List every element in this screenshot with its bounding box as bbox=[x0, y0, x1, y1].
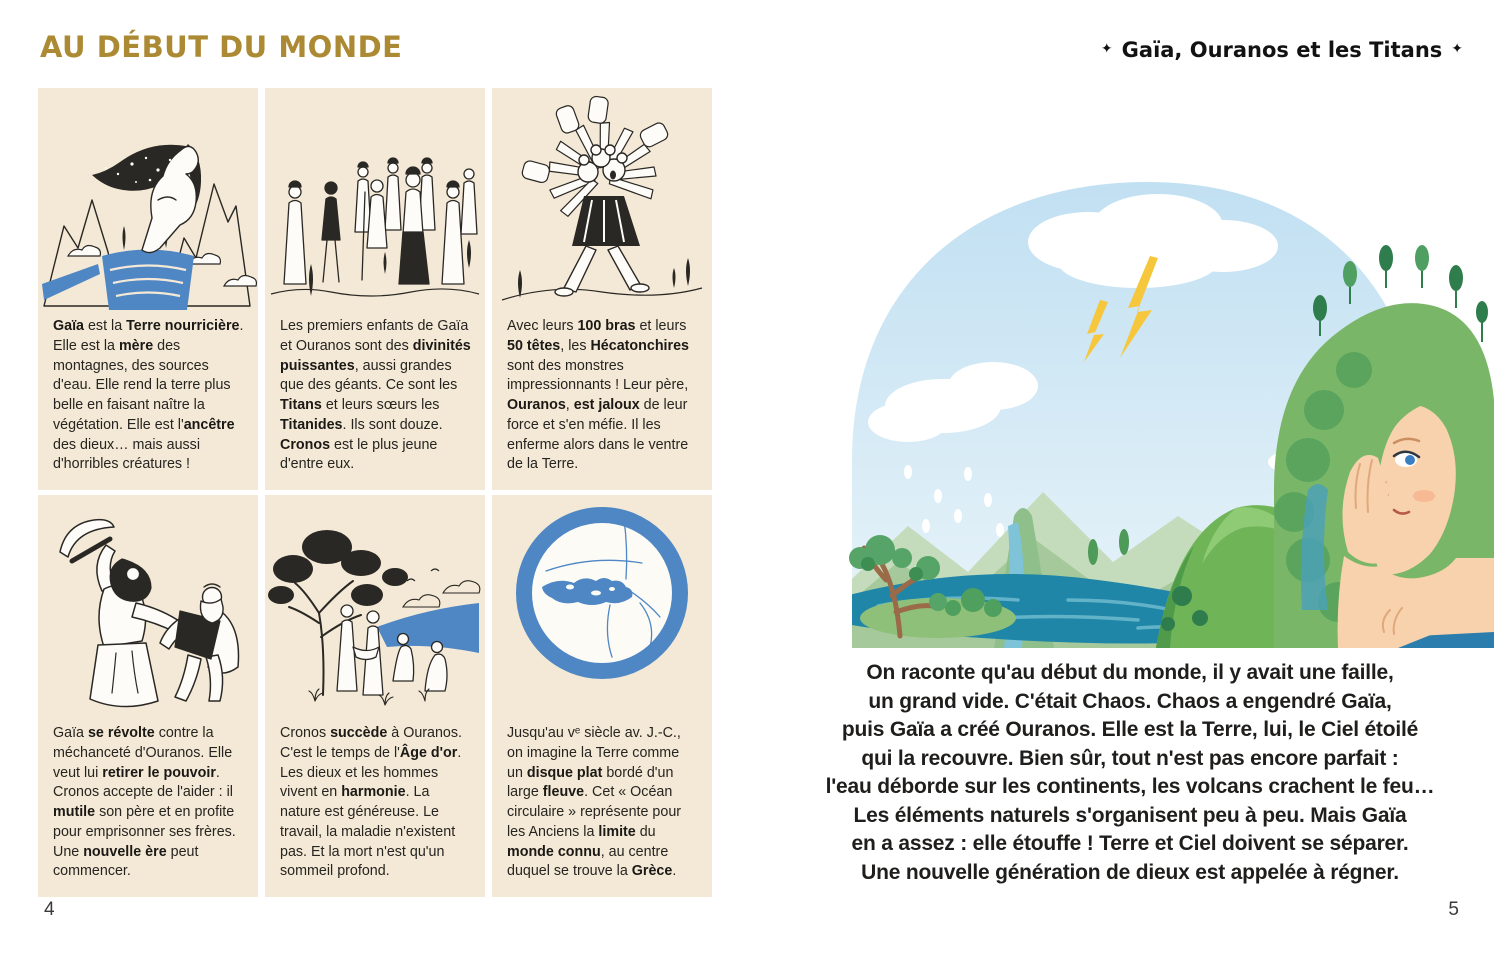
panel-hecatonchires-text: Avec leurs 100 bras et leurs 50 têtes, les Hécatonchires sont des monstres impressionnants ! Leur père, Ouranos, est jaloux de leur force et s'en méfie. Il les enferme alors dans le ventre de la Terre. bbox=[507, 318, 689, 473]
hecatonchire-illustration bbox=[492, 88, 712, 310]
cronos-sickle-illustration bbox=[38, 495, 258, 717]
panel-cronos-revolt bbox=[38, 495, 258, 897]
titans-group-illustration bbox=[265, 88, 485, 310]
page-number-right: 5 bbox=[1448, 899, 1459, 920]
page-number-left: 4 bbox=[44, 899, 55, 920]
hero-illustration bbox=[838, 160, 1498, 648]
panel-titans-text: Les premiers enfants de Gaïa et Ouranos sont des divinités puissantes, aussi grandes que des géants. Ce sont les Titans et leurs sœurs les Titanides. Ils sont douze. Cronos est le plus jeune d'entre eux. bbox=[280, 318, 471, 473]
panel-gaia bbox=[38, 88, 258, 490]
panels-grid bbox=[38, 88, 712, 897]
panel-cronos-revolt-text: Gaïa se révolte contre la méchanceté d'Ouranos. Elle veut lui retirer le pouvoir. Cronos accepte de l'aider : il mutile son père et en profite pour emprisonner ses frères. Une nouvelle ère peut commencer. bbox=[53, 725, 236, 880]
page-title: AU DÉBUT DU MONDE bbox=[40, 30, 403, 64]
gaia-illustration bbox=[38, 88, 258, 310]
golden-age-illustration bbox=[265, 495, 485, 717]
panel-hecatonchires bbox=[492, 88, 712, 490]
chapter-header bbox=[1101, 38, 1463, 62]
panel-world-disc-text: Jusqu'au vᵉ siècle av. J.-C., on imagine la Terre comme un disque plat bordé d'un large fleuve. Cet « Océan circulaire » représente pour les Anciens la limite du monde connu, au centre duquel se trouve la Grèce. bbox=[507, 725, 682, 880]
panel-gaia-text: Gaïa est la Terre nourricière. Elle est la mère des montagnes, des sources d'eau. Elle rend la terre plus belle en faisant naître la végétation. Elle est l'ancêtre des dieux… mais aussi d'horribles créatures ! bbox=[53, 318, 244, 473]
asterisk-icon: ✦ bbox=[1451, 41, 1463, 57]
panel-world-disc bbox=[492, 495, 712, 897]
chapter-title: Gaïa, Ouranos et les Titans bbox=[1121, 38, 1443, 62]
intro-paragraph: On raconte qu'au début du monde, il y avait une faille, un grand vide. C'était Chaos. Chaos a engendré Gaïa, puis Gaïa a créé Ouranos. Elle est la Terre, lui, le Ciel étoilé qui la recouvre. Bien sûr, tout n'est pas encore parfait : l'eau déborde sur les continents, les volcans crachent le feu… Les éléments naturels s'organisent peu à peu. Mais Gaïa en a assez : elle étouffe ! Terre et Ciel doivent se séparer. Une nouvelle génération de dieux est appelée à régner. bbox=[825, 661, 1435, 884]
world-disc-map-illustration bbox=[492, 495, 712, 691]
panel-golden-age bbox=[265, 495, 485, 897]
panel-golden-age-text: Cronos succède à Ouranos. C'est le temps de l'Âge d'or. Les dieux et les hommes vivent en harmonie. La nature est généreuse. Le travail, la maladie n'existent pas. Et la mort n'est qu'un sommeil profond. bbox=[280, 725, 462, 880]
asterisk-icon: ✦ bbox=[1100, 41, 1113, 57]
panel-titans bbox=[265, 88, 485, 490]
gaia-landscape-illustration bbox=[838, 160, 1498, 648]
